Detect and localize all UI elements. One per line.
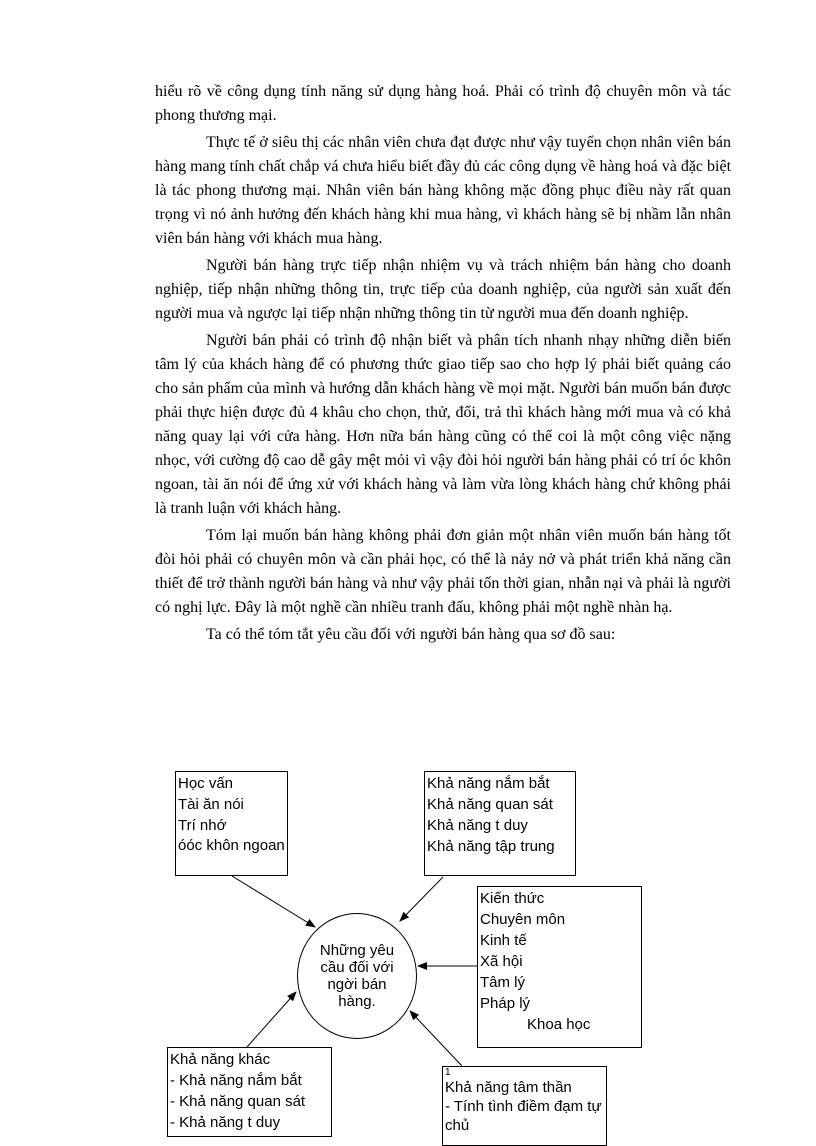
arrow-education xyxy=(232,876,315,927)
diagram-intro: Ta có thể tóm tắt yêu cầu đối với người bán hàng qua sơ đồ sau: xyxy=(206,626,616,643)
paragraph-4: Người bán phải có trình độ nhận biết và phân tích nhanh nhạy những diễn biến tâm lý của khách hàng để có phương thức giao tiếp sao cho hợp lý phải biết quảng cáo cho sản phẩm của mình và hướng dẫn khách hàng về mọi mặt. Người bán muốn bán được phải thực hiện được đủ 4 khâu cho chọn, thử, đổi, trả thì khách hàng mới mua và có khả năng quay lại với cửa hàng. Hơn nữa bán hàng cũng có thể coi là một công việc nặng nhọc, với cường độ cao dễ gây mệt mỏi vì vậy đòi hỏi người bán hàng phải có trí óc khôn ngoan, tài ăn nói để ứng xử với khách hàng và làm vừa lòng khách hàng chứ không phải là tranh luận với khách hàng. xyxy=(155,332,731,517)
education-item: Trí nhớ xyxy=(178,817,227,834)
ability-item: Khả năng t duy xyxy=(427,817,528,834)
arrow-ability xyxy=(400,877,443,921)
education-item: Học vấn xyxy=(178,775,234,792)
mental-item: - Tính tình điềm đạm tự chủ xyxy=(445,1098,602,1134)
paragraph-1: hiểu rõ về công dụng tính năng sử dụng hàng hoá. Phải có trình độ chuyên môn và tác phong thương mại. xyxy=(155,83,731,124)
requirements-circle xyxy=(297,913,417,1039)
other-item: - Khả năng t duy xyxy=(170,1114,281,1131)
box-ability xyxy=(424,771,576,876)
box-education xyxy=(175,771,288,876)
other-item: - Khả năng nắm bắt xyxy=(170,1072,302,1089)
other-item: Khả năng khác xyxy=(170,1051,271,1068)
arrow-other xyxy=(247,992,296,1047)
education-item: Tài ăn nói xyxy=(178,796,244,813)
paragraph-2: Thực tế ở siêu thị các nhân viên chưa đạt được như vậy tuyển chọn nhân viên bán hàng mang tính chất chắp vá chưa hiểu biết đầy đủ các công dụng về hàng hoá và đặc biệt là tác phong thương mại. Nhân viên bán hàng không mặc đồng phục điều này rất quan trọng vì nó ảnh hưởng đến khách hàng khi mua hàng, vì khách hàng sẽ bị nhầm lẫn nhân viên bán hàng với khách mua hàng. xyxy=(155,134,732,247)
education-item: óóc khôn ngoan xyxy=(178,837,285,854)
box-mental-ability xyxy=(442,1066,607,1146)
ability-item: Khả năng quan sát xyxy=(427,796,553,813)
knowledge-item: Xã hội xyxy=(480,953,523,970)
ability-item: Khả năng nắm bắt xyxy=(427,775,550,792)
knowledge-item: Kiến thức xyxy=(480,890,545,907)
paragraph-5: Tóm lại muốn bán hàng không phải đơn giản một nhân viên muốn bán hàng tốt đòi hỏi phải có chuyên môn và cần phải học, có thể là nảy nở và phát triển khả năng cần thiết để trở thành người bán hàng và như vậy phải tốn thời gian, nhẫn nại và phải là người có nghị lực. Đây là một nghề cần nhiều tranh đấu, không phải một nghề nhàn hạ. xyxy=(155,527,731,616)
arrow-mental xyxy=(410,1011,462,1066)
box-other-abilities xyxy=(167,1047,332,1137)
knowledge-item: Chuyên môn xyxy=(480,911,566,928)
ability-item: Khả năng tập trung xyxy=(427,838,555,855)
knowledge-item: Khoa học xyxy=(527,1016,591,1033)
paragraph-3: Người bán hàng trực tiếp nhận nhiệm vụ và trách nhiệm bán hàng cho doanh nghiệp, tiếp nhận những thông tin, trực tiếp của doanh nghiệp, của người sản xuất đến người mua và ngược lại tiếp nhận những thông tin từ người mua đến doanh nghiệp. xyxy=(155,257,731,322)
knowledge-item: Pháp lý xyxy=(480,995,531,1012)
circle-label: Những yêu cầu đối với ngời bán hàng. xyxy=(319,942,395,1010)
other-item: - Khả năng quan sát xyxy=(170,1093,306,1110)
box-knowledge xyxy=(477,886,642,1048)
knowledge-item: Kinh tế xyxy=(480,932,527,949)
mental-marker: 1 xyxy=(445,1067,451,1078)
knowledge-item: Tâm lý xyxy=(480,974,525,991)
mental-item: Khả năng tâm thần xyxy=(445,1079,572,1096)
